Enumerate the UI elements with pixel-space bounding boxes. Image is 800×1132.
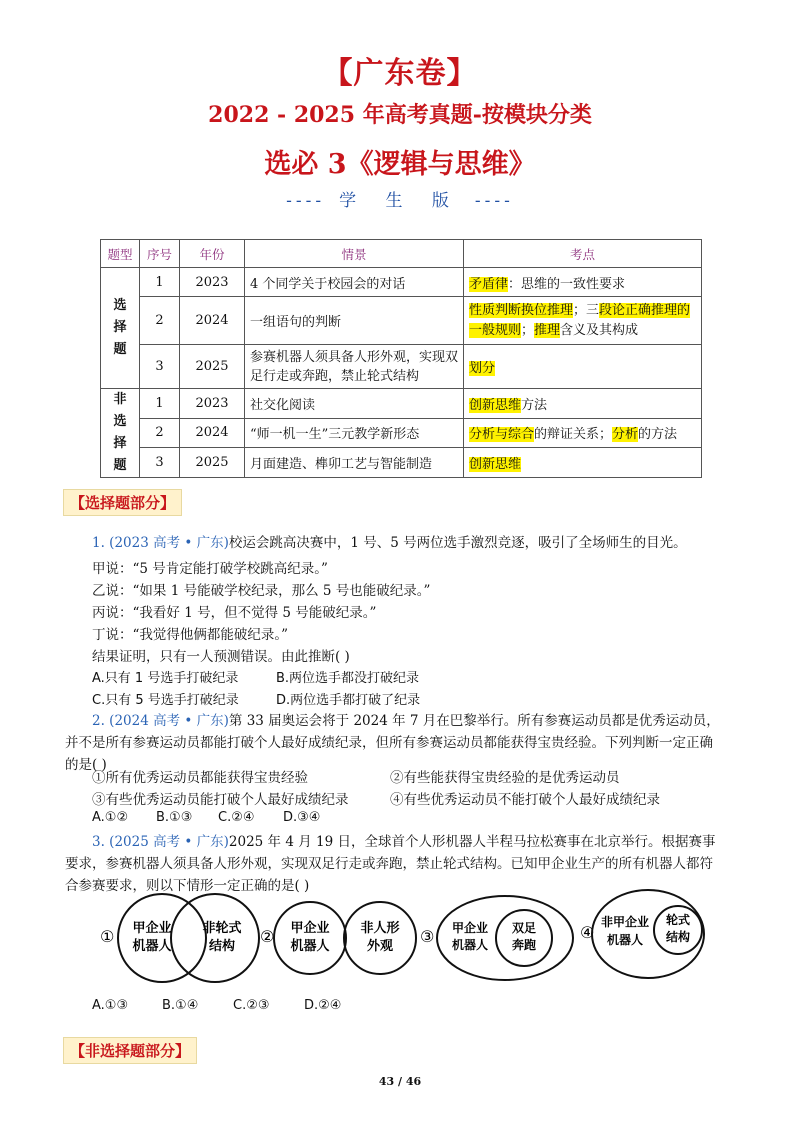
group-nonchoice: 非选择题 [101, 389, 140, 478]
cell-year: 2024 [180, 418, 245, 448]
q2-statement: ④有些优秀运动员不能打破个人最好成绩纪录 [390, 792, 660, 808]
diagram-1 [100, 894, 259, 982]
q1-option-a: A.只有 1 号选手打破纪录 [92, 671, 239, 686]
table-header-row [101, 240, 702, 268]
cell-point: 矛盾律：思维的一致性要求 [464, 268, 702, 297]
diagram-1-mark: ① [100, 927, 115, 946]
q1-option-d: D.两位选手都打破了纪录 [276, 693, 421, 708]
q3-option-a: A.①③ [92, 998, 129, 1013]
diagram-4-inner-label: 结构 [665, 930, 691, 944]
venn-diagrams [100, 888, 720, 988]
cell-year: 2023 [180, 268, 245, 297]
table-row [101, 268, 702, 297]
cell-point: 创新思维方法 [464, 389, 702, 419]
cell-scene: “师一机一生”三元教学新形态 [245, 418, 464, 448]
cell-point: 创新思维 [464, 448, 702, 478]
q2-statement: ①所有优秀运动员都能获得宝贵经验 [92, 770, 308, 786]
course-title: 选必 3《逻辑与思维》 [264, 149, 536, 180]
q1-option-c: C.只有 5 号选手打破纪录 [92, 693, 239, 708]
diagram-2-left-circle [274, 902, 346, 974]
q1-option-b: B.两位选手都没打破纪录 [276, 671, 420, 686]
q1-text: 校运会跳高决赛中，1 号、5 号两位选手激烈竞逐，吸引了全场师生的目光。 [228, 535, 687, 551]
group-choice: 选择题 [101, 268, 140, 389]
q1-number: 1. (2023 高考 • 广东) [92, 535, 229, 551]
cell-scene: 一组语句的判断 [245, 297, 464, 345]
cell-scene: 参赛机器人须具备人形外观，实现双足行走或奔跑，禁止轮式结构 [245, 345, 464, 389]
diagram-3-inner-label: 双足 [511, 921, 537, 935]
cell-year: 2024 [180, 297, 245, 345]
diagram-3 [420, 896, 573, 980]
cell-point: 性质判断换位推理；三段论正确推理的一般规则；推理含义及其构成 [464, 297, 702, 345]
diagram-1-right-label: 非轮式 [202, 921, 242, 936]
q3-option-d: D.②④ [304, 998, 342, 1013]
q1-stem [92, 532, 722, 554]
page-number: 43 / 46 [378, 1075, 422, 1088]
q3-text: 2025 年 4 月 19 日，全球首个人形机器人半程马拉松赛事在北京举行。根据赛事要求，参赛机器人须具备人形外观，实现双足行走或奔跑，禁止轮式结构。已知甲企业生产的所有机器人都符合参赛要求，则以下情形一定正确的是( ) [65, 834, 716, 894]
cell-year: 2023 [180, 389, 245, 419]
cell-scene: 月面建造、榫卯工艺与智能制造 [245, 448, 464, 478]
cell-no: 1 [140, 389, 180, 419]
doc-title: 【广东卷】 [322, 56, 478, 91]
q3-option-b: B.①④ [162, 998, 199, 1013]
cell-no: 3 [140, 345, 180, 389]
diagram-4-outer-label: 机器人 [606, 933, 644, 947]
diagram-4 [580, 890, 704, 978]
diagram-3-inner-label: 奔跑 [511, 938, 537, 952]
diagram-3-mark: ③ [420, 927, 435, 946]
diagram-4-inner-label: 轮式 [665, 913, 691, 927]
cell-no: 2 [140, 418, 180, 448]
q2-statement: ②有些能获得宝贵经验的是优秀运动员 [390, 770, 620, 786]
table-row [101, 297, 702, 345]
diagram-2 [260, 902, 416, 974]
diagram-4-mark: ④ [580, 923, 595, 942]
q2-option-c: C.②④ [218, 810, 255, 825]
q2-option-a: A.①② [92, 810, 129, 825]
q1-line: 乙说：“如果 1 号能破学校纪录，那么 5 号也能破纪录。” [92, 583, 431, 599]
edition-rule-right: ---- [474, 191, 514, 211]
table-row [101, 389, 702, 419]
diagram-1-right-circle [171, 894, 259, 982]
q1-line: 甲说：“5 号肯定能打破学校跳高纪录。” [92, 561, 328, 577]
diagram-2-right-label: 非人形 [360, 921, 400, 936]
diagram-1-left-label: 机器人 [132, 939, 172, 954]
cell-no: 2 [140, 297, 180, 345]
header-point: 考点 [464, 240, 702, 268]
q2-option-d: D.③④ [283, 810, 321, 825]
cell-no: 3 [140, 448, 180, 478]
q2-text: 第 33 届奥运会将于 2024 年 7 月在巴黎举行。所有参赛运动员都是优秀运动员，并不是所有参赛运动员都能打破个人最好成绩纪录，但所有参赛运动员都能获得宝贵经验。下列判断一定正确的是( ) [65, 713, 720, 773]
edition-label [0, 186, 800, 211]
cell-point: 分析与综合的辩证关系；分析的方法 [464, 418, 702, 448]
cell-scene: 4 个同学关于校园会的对话 [245, 268, 464, 297]
diagram-2-right-label: 外观 [366, 939, 394, 954]
header-year: 年份 [180, 240, 245, 268]
q2-option-b: B.①③ [156, 810, 193, 825]
q1-line: 丙说：“我看好 1 号，但不觉得 5 号能破纪录。” [92, 605, 377, 621]
diagram-3-outer-label: 甲企业 [451, 921, 489, 935]
diagram-1-left-label: 甲企业 [132, 921, 172, 936]
cell-year: 2025 [180, 448, 245, 478]
topic-table [100, 239, 702, 478]
header-no: 序号 [140, 240, 180, 268]
diagram-2-left-label: 甲企业 [290, 921, 330, 936]
q3-option-c: C.②③ [233, 998, 270, 1013]
section-choice: 【选择题部分】 [63, 489, 182, 516]
cell-no: 1 [140, 268, 180, 297]
diagram-2-right-circle [344, 902, 416, 974]
table-row [101, 345, 702, 389]
header-type: 题型 [101, 240, 140, 268]
diagram-4-outer-label: 非甲企业 [600, 915, 650, 929]
diagram-2-left-label: 机器人 [290, 939, 330, 954]
section-nonchoice: 【非选择题部分】 [63, 1037, 197, 1064]
table-row [101, 418, 702, 448]
diagram-1-left-circle [118, 894, 206, 982]
header-scene: 情景 [245, 240, 464, 268]
table-row [101, 448, 702, 478]
q3-number: 3. (2025 高考 • 广东) [92, 834, 229, 850]
diagram-3-outer-label: 机器人 [451, 938, 489, 952]
cell-point: 划分 [464, 345, 702, 389]
edition-rule-left: ---- [286, 191, 326, 211]
q1-line: 丁说：“我觉得他俩都能破纪录。” [92, 627, 289, 643]
diagram-2-mark: ② [260, 927, 275, 946]
diagram-1-right-label: 结构 [208, 939, 236, 954]
q2-number: 2. (2024 高考 • 广东) [92, 713, 229, 729]
doc-subtitle: 2022 - 2025 年高考真题-按模块分类 [208, 102, 592, 128]
cell-year: 2025 [180, 345, 245, 389]
cell-scene: 社交化阅读 [245, 389, 464, 419]
q2-statement: ③有些优秀运动员能打破个人最好成绩纪录 [92, 792, 349, 808]
edition-text: 学 生 版 [339, 191, 461, 211]
q1-line: 结果证明，只有一人预测错误。由此推断( ) [92, 649, 350, 665]
